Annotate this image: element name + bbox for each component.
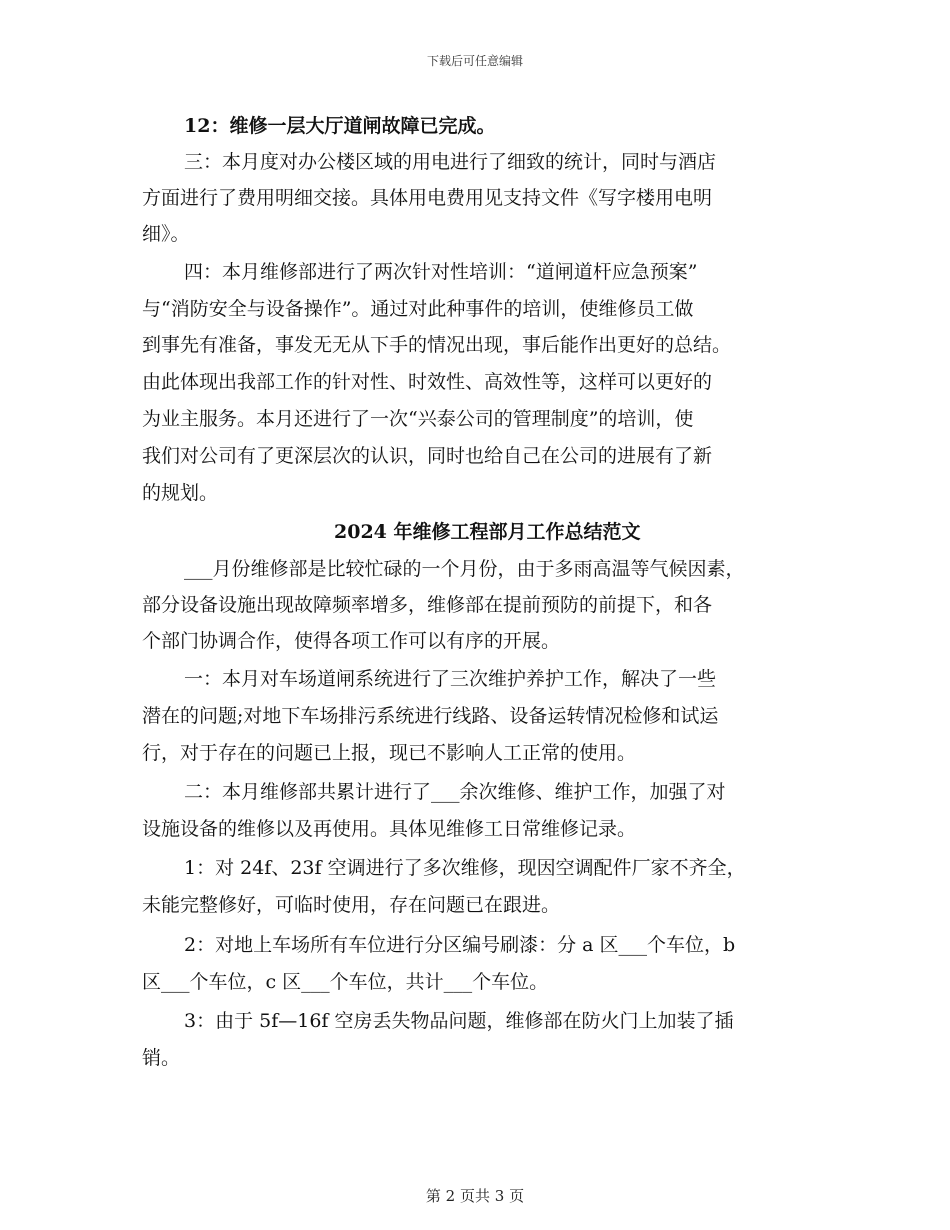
paragraph-line: 由此体现出我部工作的针对性、时效性、高效性等，这样可以更好的 [142,371,713,393]
section-title: 2024 年维修工程部月工作总结范文 [334,521,641,543]
paragraph-line: 潜在的问题;对地下车场排污系统进行线路、设备运转情况检修和试运 [142,705,719,727]
paragraph-line: 与“消防安全与设备操作”。通过对此种事件的培训，使维修员工做 [142,298,694,320]
paragraph-line: 方面进行了费用明细交接。具体用电费用见支持文件《写字楼用电明 [142,187,713,209]
paragraph-line: 二：本月维修部共累计进行了___余次维修、维护工作，加强了对 [184,781,726,803]
paragraph-line: 细》。 [142,223,190,245]
paragraph-line: 行，对于存在的问题已上报，现已不影响人工正常的使用。 [142,742,637,764]
paragraph-line: 未能完整修好，可临时使用，存在问题已在跟进。 [142,894,561,916]
paragraph-line: 我们对公司有了更深层次的认识，同时也给自己在公司的进展有了新 [142,445,713,467]
paragraph-line: 到事先有准备，事发无无从下手的情况出现，事后能作出更好的总结。 [142,334,732,356]
paragraph-line: 销。 [142,1047,181,1069]
paragraph-line: 个部门协调合作，使得各项工作可以有序的开展。 [142,630,561,652]
paragraph-line: 的规划。 [142,482,219,504]
paragraph-line: 3：由于 5f—16f 空房丢失物品问题，维修部在防火门上加装了插 [184,1010,734,1032]
paragraph-line: 一：本月对车场道闸系统进行了三次维护养护工作，解决了一些 [184,668,717,690]
paragraph-line: 区___个车位，c 区___个车位，共计___个车位。 [142,971,549,993]
paragraph-line: 1：对 24f、23f 空调进行了多次维修，现因空调配件厂家不齐全， [184,857,746,879]
paragraph-line: 为业主服务。本月还进行了一次“兴泰公司的管理制度”的培训，使 [142,408,694,430]
paragraph-line: 部分设备设施出现故障频率增多，维修部在提前预防的前提下，和各 [142,594,713,616]
paragraph-line: 三：本月度对办公楼区域的用电进行了细致的统计，同时与酒店 [184,151,717,173]
paragraph-line: 设施设备的维修以及再使用。具体见维修工日常维修记录。 [142,818,637,840]
page-footer: 第 2 页共 3 页 [425,1187,525,1205]
page-header: 下载后可任意编辑 [426,54,523,68]
paragraph-line: 2：对地上车场所有车位进行分区编号刷漆：分 a 区___个车位，b [184,934,736,956]
paragraph-line: 12：维修一层大厅道闸故障已完成。 [184,115,496,137]
paragraph-line: 四：本月维修部进行了两次针对性培训：“道闸道杆应急预案” [184,261,698,283]
paragraph-line: ___月份维修部是比较忙碌的一个月份，由于多雨高温等气候因素， [184,558,745,580]
